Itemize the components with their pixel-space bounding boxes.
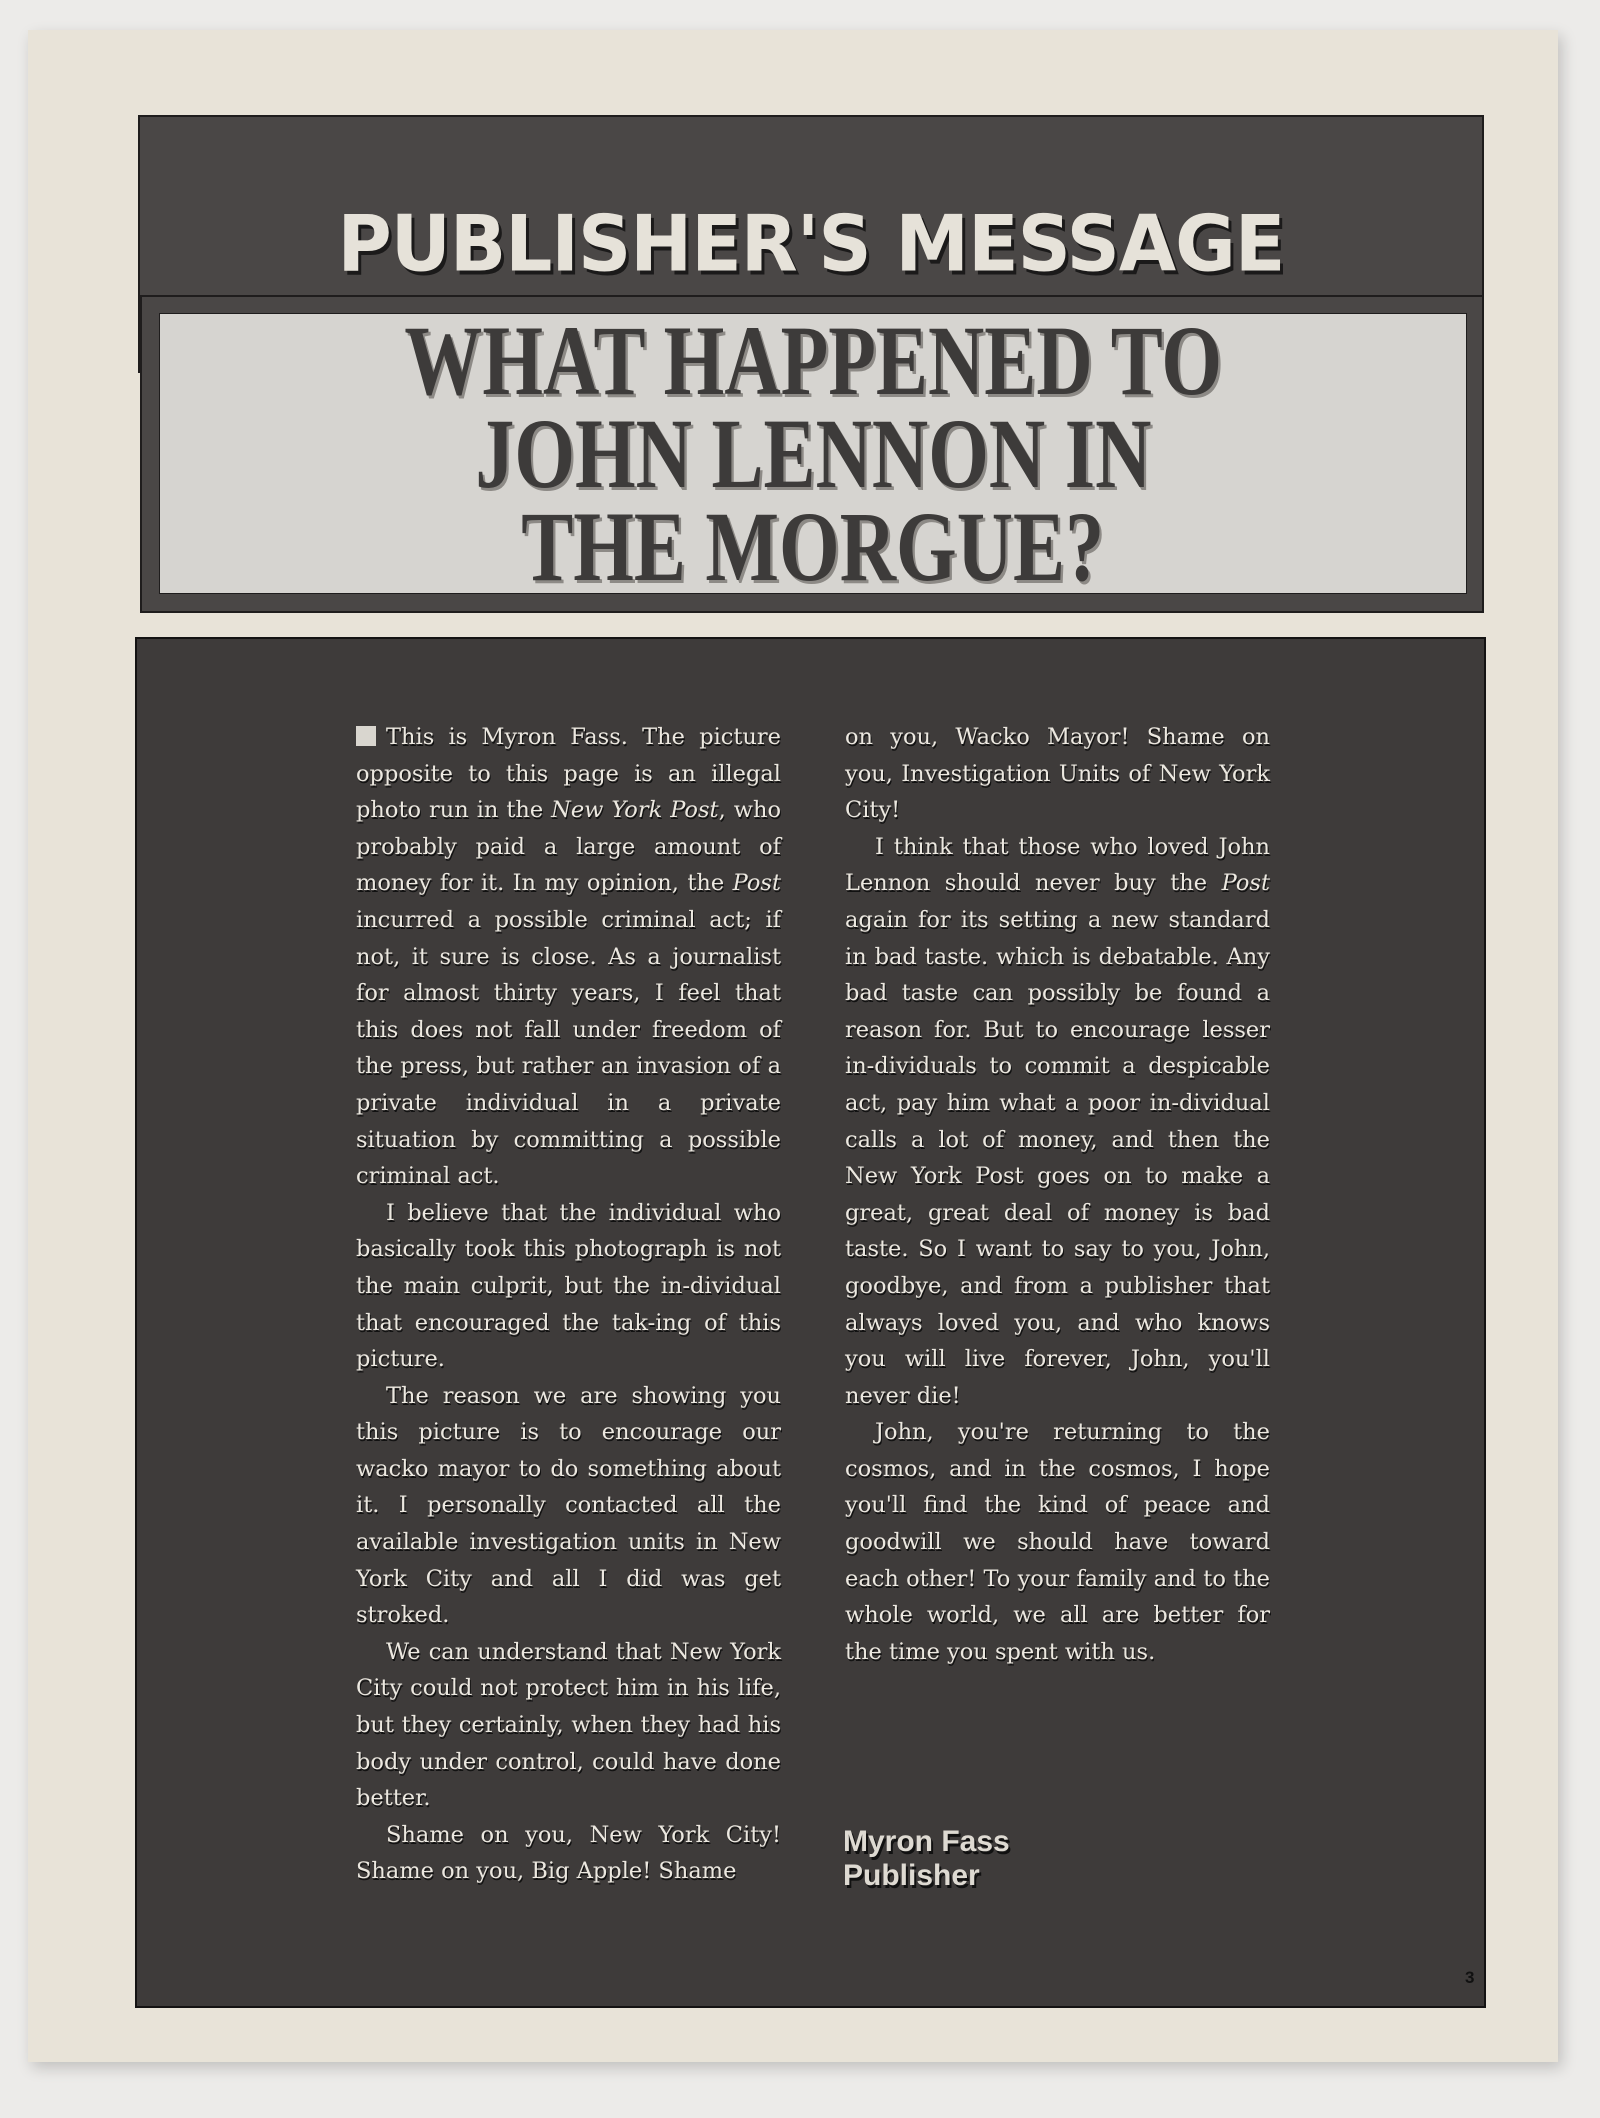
paragraph: I think that those who loved John Lennon should never buy the Post again for its setting a new standard in bad taste. which is debatable. Any bad taste can possibly be found a reason for. But to encourage lesser in-dividuals to commit a despicable act, pay him what a poor in-dividual calls a lot of money, and then the New York Post goes on to make a great, great deal of money is bad taste. So I want to say to you, John, goodbye, and from a publisher that always loved you, and who knows you will live forever, John, you'll never die! xyxy=(845,833,1270,1409)
headline-frame xyxy=(140,295,1484,613)
page-number: 3 xyxy=(1465,1968,1475,1987)
signature-block xyxy=(843,1825,1010,1893)
headline-panel xyxy=(159,305,1467,602)
paragraph: The reason we are showing you this picture is to encourage our wacko mayor to do something about it. I personally contacted all the available investigation units in New York City and all I did was get stroked. xyxy=(356,1382,781,1629)
article-column-2 xyxy=(845,719,1270,1670)
signature-title: Publisher xyxy=(843,1859,980,1892)
signature-name: Myron Fass xyxy=(843,1825,1010,1858)
paragraph: We can understand that New York City could not protect him in his life, but they certainly, when they had his body under control, could have done better. xyxy=(356,1638,781,1812)
headline-line-3: THE MORGUE? xyxy=(521,491,1105,602)
article-body-panel xyxy=(135,637,1486,2008)
paragraph: Shame on you, New York City! Shame on you, Big Apple! Shame xyxy=(356,1821,781,1885)
section-title: PUBLISHER'S MESSAGE xyxy=(337,198,1285,290)
paragraph: I believe that the individual who basically took this photograph is not the main culprit, but the in-dividual that encouraged the tak-ing of this picture. xyxy=(356,1199,781,1373)
square-bullet-icon xyxy=(356,726,376,746)
lead-paragraph: This is Myron Fass. The picture opposite to this page is an illegal photo run in the New York Post, who probably paid a large amount of money for it. In my opinion, the Post incurred a possible criminal act; if not, it sure is close. As a journalist for almost thirty years, I feel that this does not fall under freedom of the press, but rather an invasion of a private individual in a private situation by committing a possible criminal act. xyxy=(356,724,781,1190)
magazine-page xyxy=(28,30,1558,2062)
continued-paragraph: on you, Wacko Mayor! Shame on you, Investigation Units of New York City! xyxy=(845,724,1270,824)
headline-line-2: JOHN LENNON IN xyxy=(474,398,1152,509)
headline-line-1: WHAT HAPPENED TO xyxy=(404,305,1222,416)
article-column-1 xyxy=(356,719,781,1890)
paragraph: John, you're returning to the cosmos, and in the cosmos, I hope you'll find the kind of peace and goodwill we should have toward each other! To your family and to the whole world, we all are better for the time you spent with us. xyxy=(845,1419,1270,1665)
